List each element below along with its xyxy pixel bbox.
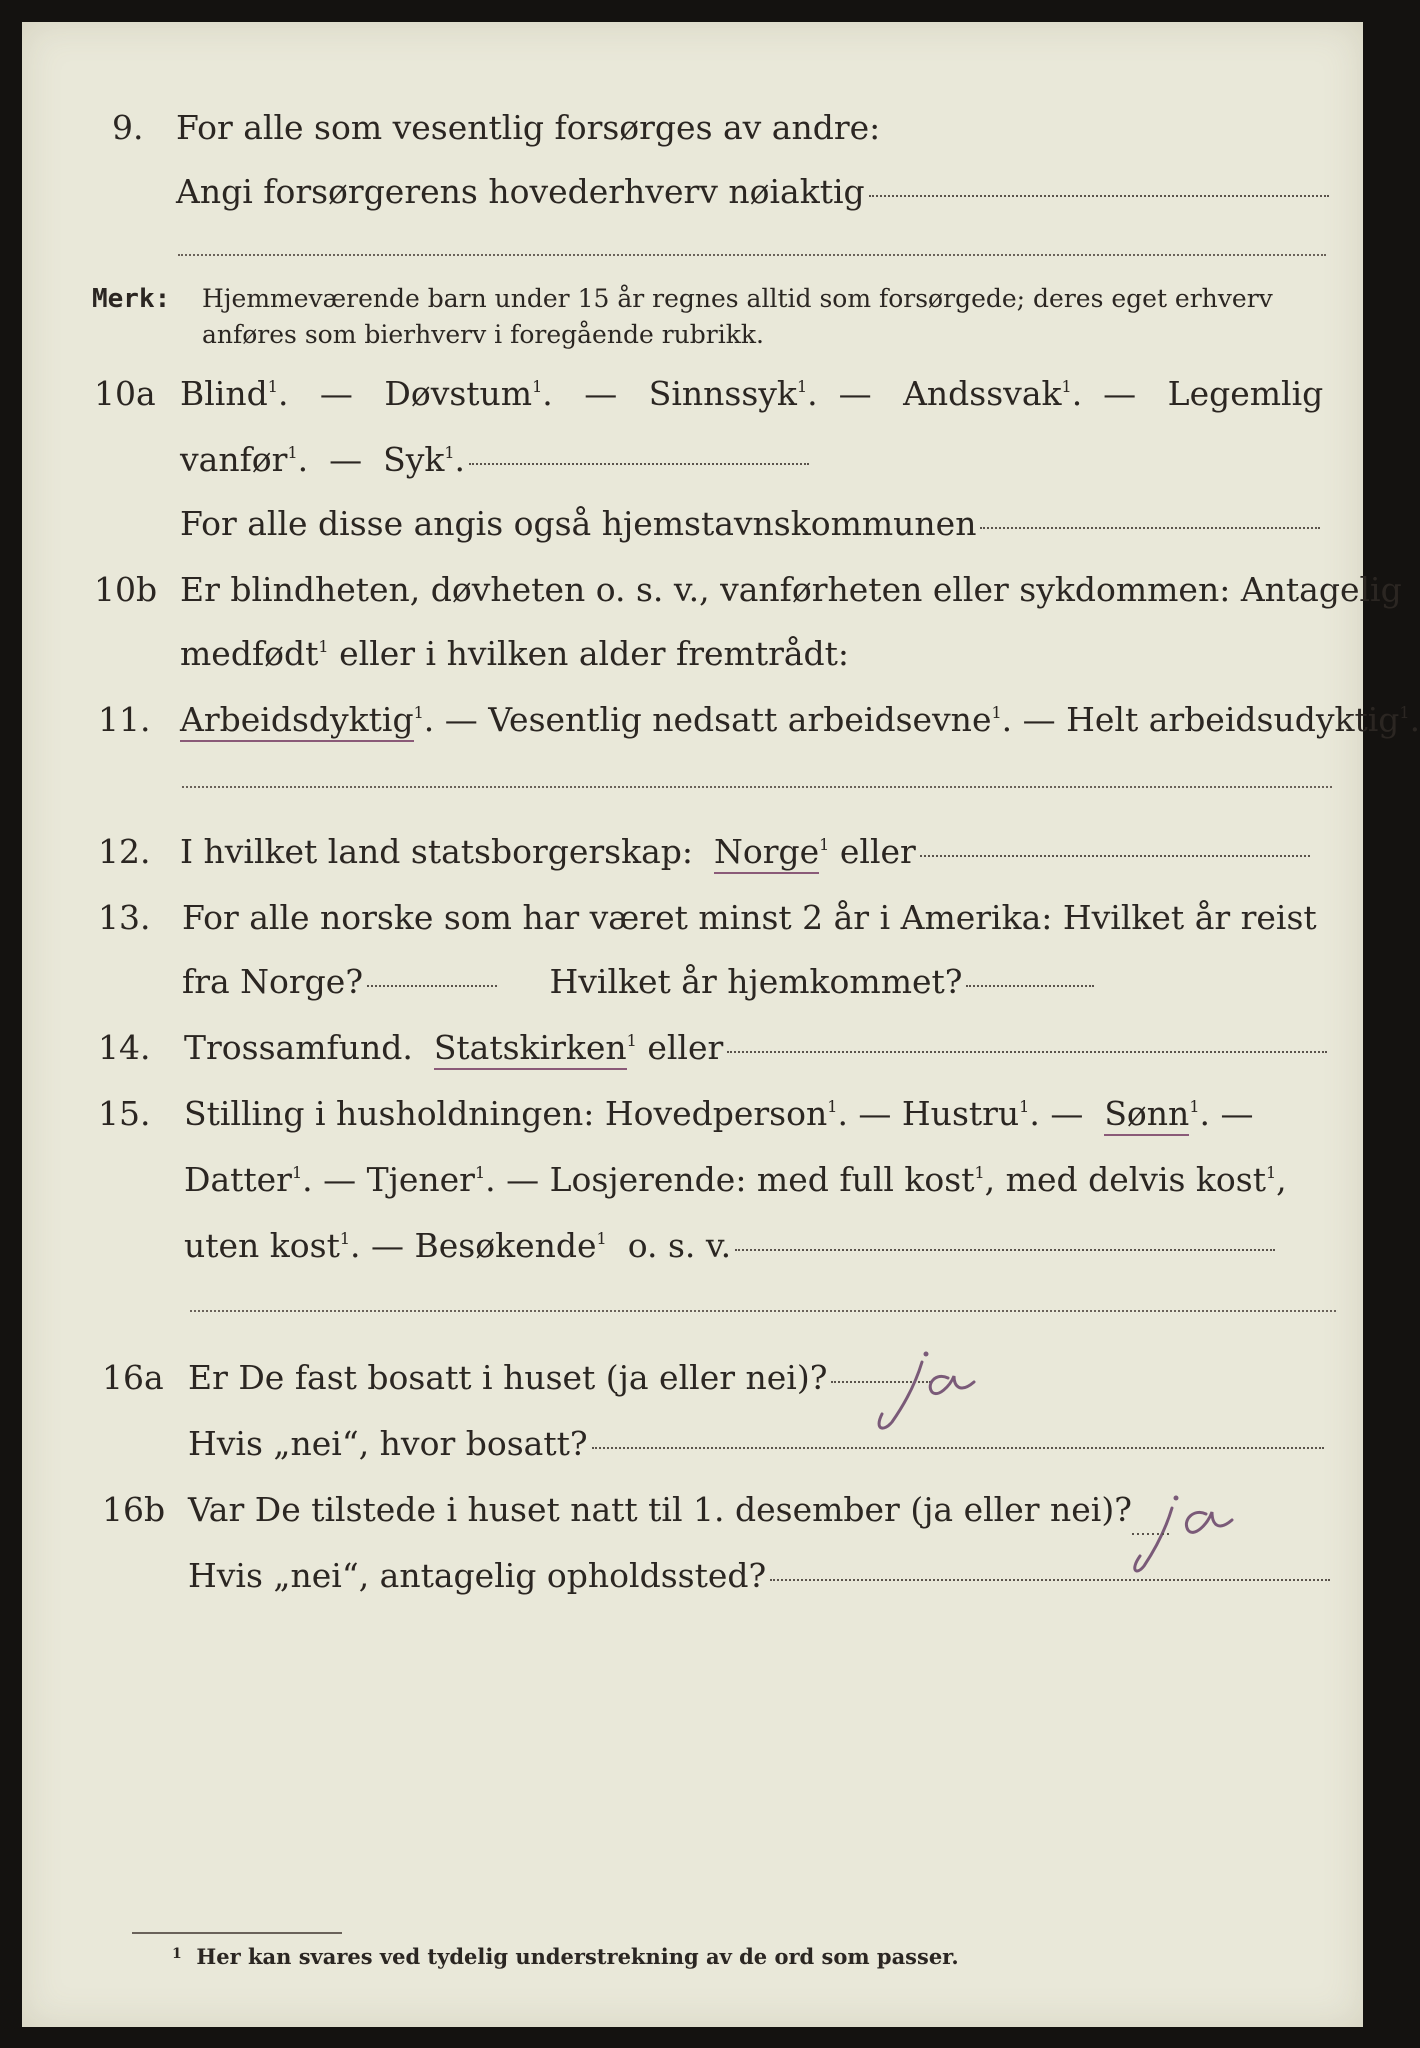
q12-number: 12. — [98, 832, 151, 871]
q12-answer-field[interactable] — [920, 855, 1310, 857]
option-norge-underlined: Norge — [714, 832, 819, 874]
q13-hjemkommet-label: Hvilket år hjemkommet? — [549, 962, 963, 1001]
q16a-followup: Hvis „nei“, hvor bosatt? — [188, 1424, 588, 1463]
q16b-followup: Hvis „nei“, antagelig opholdssted? — [188, 1556, 767, 1595]
q11-number: 11. — [98, 700, 151, 739]
q16a-question: Er De fast bosatt i huset (ja eller nei)? — [188, 1358, 828, 1397]
q12-eller: eller — [839, 832, 916, 871]
q10b-rest: eller i hvilken alder fremtrådt: — [339, 634, 850, 673]
footnote-ref: 1 — [596, 1229, 607, 1248]
q10b-number: 10b — [94, 570, 158, 609]
q9-line2-text: Angi forsørgerens hovederhverv nøiaktig — [176, 172, 865, 211]
option-andssvak: Andssvak — [903, 374, 1062, 413]
footnote-text: Her kan svares ved tydelig understrekning av de ord som passer. — [196, 1944, 959, 1969]
footnote-ref: 1 — [291, 1163, 303, 1182]
option-hovedperson: Stilling i husholdningen: Hovedperson — [184, 1094, 828, 1133]
dash: . — — [1199, 1094, 1254, 1133]
footnote-ref: 1 — [532, 377, 543, 396]
dash: — — [329, 440, 363, 479]
q16a-bosatt-field[interactable] — [592, 1447, 1324, 1449]
footnote-ref: 1 — [991, 703, 1002, 722]
footnote-ref: 1 — [819, 835, 830, 854]
q10b-line1: Er blindheten, døvheten o. s. v., vanførheten eller sykdommen: Antagelig — [180, 570, 1402, 609]
q16a-line2 — [188, 1424, 1324, 1463]
q11-line — [180, 700, 1420, 739]
footnote-ref: 1 — [267, 377, 278, 396]
q16b-number: 16b — [102, 1490, 166, 1529]
q14-eller: eller — [647, 1028, 724, 1067]
q9-answer-field[interactable] — [869, 195, 1329, 197]
option-medfodt: medfødt — [180, 634, 319, 673]
dash: — — [838, 374, 872, 413]
option-vanfor: vanfør — [180, 440, 288, 479]
q10a-line1: Blind$^1$. — Døvstum$^1$. — Sinnssyk$^1$. — Andssvak$^1$. — Legemlig — [180, 374, 1324, 413]
dash: — — [584, 374, 618, 413]
option-hustru: . — Hustru — [837, 1094, 1020, 1133]
q9-number: 9. — [112, 108, 144, 147]
handwritten-answer-16a — [852, 1342, 1032, 1442]
q13-number: 13. — [98, 898, 151, 937]
footnote-ref: 1 — [1061, 377, 1072, 396]
census-form-page — [22, 22, 1420, 2027]
footnote-ref: 1 — [339, 1229, 351, 1248]
q14-answer-field[interactable] — [727, 1051, 1327, 1053]
q16b-line1 — [188, 1490, 1132, 1529]
hjemstavn-answer-field[interactable] — [980, 527, 1320, 529]
q16a-number: 16a — [102, 1358, 164, 1397]
option-tjener: . — Tjener — [302, 1160, 475, 1199]
q14-label: Trossamfund. — [184, 1028, 413, 1067]
q15-number: 15. — [98, 1094, 151, 1133]
period: . — [1409, 700, 1420, 739]
q16a-line1 — [188, 1358, 931, 1397]
q15-line2: Datter$^1$. — Tjener$^1$. — Losjerende: med full kost$^1$, med delvis kost$^1$, — [184, 1160, 1287, 1199]
q15-line1 — [184, 1094, 1253, 1133]
q10a-line3 — [180, 504, 1320, 543]
dash: — — [1103, 374, 1137, 413]
option-statskirken-underlined: Statskirken — [434, 1028, 627, 1070]
footnote-ref: 1 — [413, 703, 424, 722]
option-datter: Datter — [184, 1160, 292, 1199]
q10b-line2 — [180, 634, 849, 673]
q15-line3 — [184, 1226, 1275, 1265]
footnote-ref: 1 — [796, 377, 808, 396]
option-legemlig: Legemlig — [1167, 374, 1324, 413]
q11-extra-line[interactable] — [182, 786, 1332, 788]
q12-text: I hvilket land statsborgerskap: — [180, 832, 694, 871]
merk-line2: anføres som bierhverv i foregående rubrikk. — [202, 320, 764, 349]
option-full-kost: . — Losjerende: med full kost — [485, 1160, 975, 1199]
q10a-line3-text: For alle disse angis også hjemstavnskommunen — [180, 504, 977, 543]
footnote-ref: 1 — [1189, 1097, 1200, 1116]
footnote-ref: 1 — [474, 1163, 486, 1182]
footnote — [172, 1944, 959, 1969]
q10a-number: 10a — [94, 374, 156, 413]
q9-line2 — [176, 172, 1329, 211]
dash: — — [319, 374, 353, 413]
q14-line — [184, 1028, 1327, 1067]
option-nedsatt: . — Vesentlig nedsatt arbeidsevne — [423, 700, 992, 739]
option-sonn-underlined: Sønn — [1104, 1094, 1189, 1136]
answer-16b-text: ja — [1272, 1576, 1273, 1577]
handwritten-answer-16b — [1132, 1484, 1282, 1584]
footnote-ref: 1 — [444, 443, 455, 462]
option-besokende: . — Besøkende — [350, 1226, 597, 1265]
q9-line1: For alle som vesentlig forsørges av andre: — [176, 108, 881, 147]
q15-answer-field[interactable] — [735, 1249, 1275, 1251]
footnote-ref: 1 — [318, 637, 329, 656]
option-arbeidsdyktig-underlined: Arbeidsdyktig — [180, 700, 414, 742]
q9-extra-line[interactable] — [178, 254, 1326, 256]
q13-line1: For alle norske som har været minst 2 år i Amerika: Hvilket år reist — [182, 898, 1317, 937]
footnote-ref: 1 — [1265, 1163, 1277, 1182]
option-sinnssyk: Sinnssyk — [648, 374, 797, 413]
footnote-ref: 1 — [287, 443, 298, 462]
q13-line2 — [182, 962, 1094, 1001]
q15-osv: o. s. v. — [627, 1226, 732, 1265]
option-udyktig: . — Helt arbeidsudyktig — [1001, 700, 1400, 739]
footnote-ref: 1 — [827, 1097, 838, 1116]
footnote-ref: 1 — [626, 1031, 637, 1050]
merk-line1: Hjemmeværende barn under 15 år regnes alltid som forsørgede; deres eget erhverv — [202, 284, 1273, 313]
q14-number: 14. — [98, 1028, 151, 1067]
option-dovstum: Døvstum — [384, 374, 533, 413]
dash: . — — [1029, 1094, 1084, 1133]
footnote-ref: 1 — [974, 1163, 985, 1182]
q13-hjemkommet-field[interactable] — [966, 985, 1094, 987]
option-blind: Blind — [180, 374, 268, 413]
footnote-ref: 1 — [1019, 1097, 1030, 1116]
q10a-line2: vanfør$^1$. — Syk$^1$. — [180, 440, 809, 479]
q12-line — [180, 832, 1310, 871]
footnote-divider — [132, 1932, 342, 1934]
option-delvis-kost: , med delvis kost — [984, 1160, 1266, 1199]
q13-reist-label: fra Norge? — [182, 962, 364, 1001]
q10a-answer-field[interactable] — [469, 463, 809, 465]
footnote-ref: 1 — [1399, 703, 1410, 722]
option-syk: Syk — [383, 440, 445, 479]
merk-label: Merk: — [92, 284, 171, 314]
option-uten-kost: uten kost — [184, 1226, 340, 1265]
answer-16a-text: ja — [1002, 1434, 1003, 1435]
q13-reist-field[interactable] — [367, 985, 497, 987]
footnote-mark: 1 — [172, 1946, 182, 1962]
q15-extra-line[interactable] — [190, 1310, 1336, 1312]
q16b-question: Var De tilstede i huset natt til 1. desember (ja eller nei)? — [188, 1490, 1132, 1529]
